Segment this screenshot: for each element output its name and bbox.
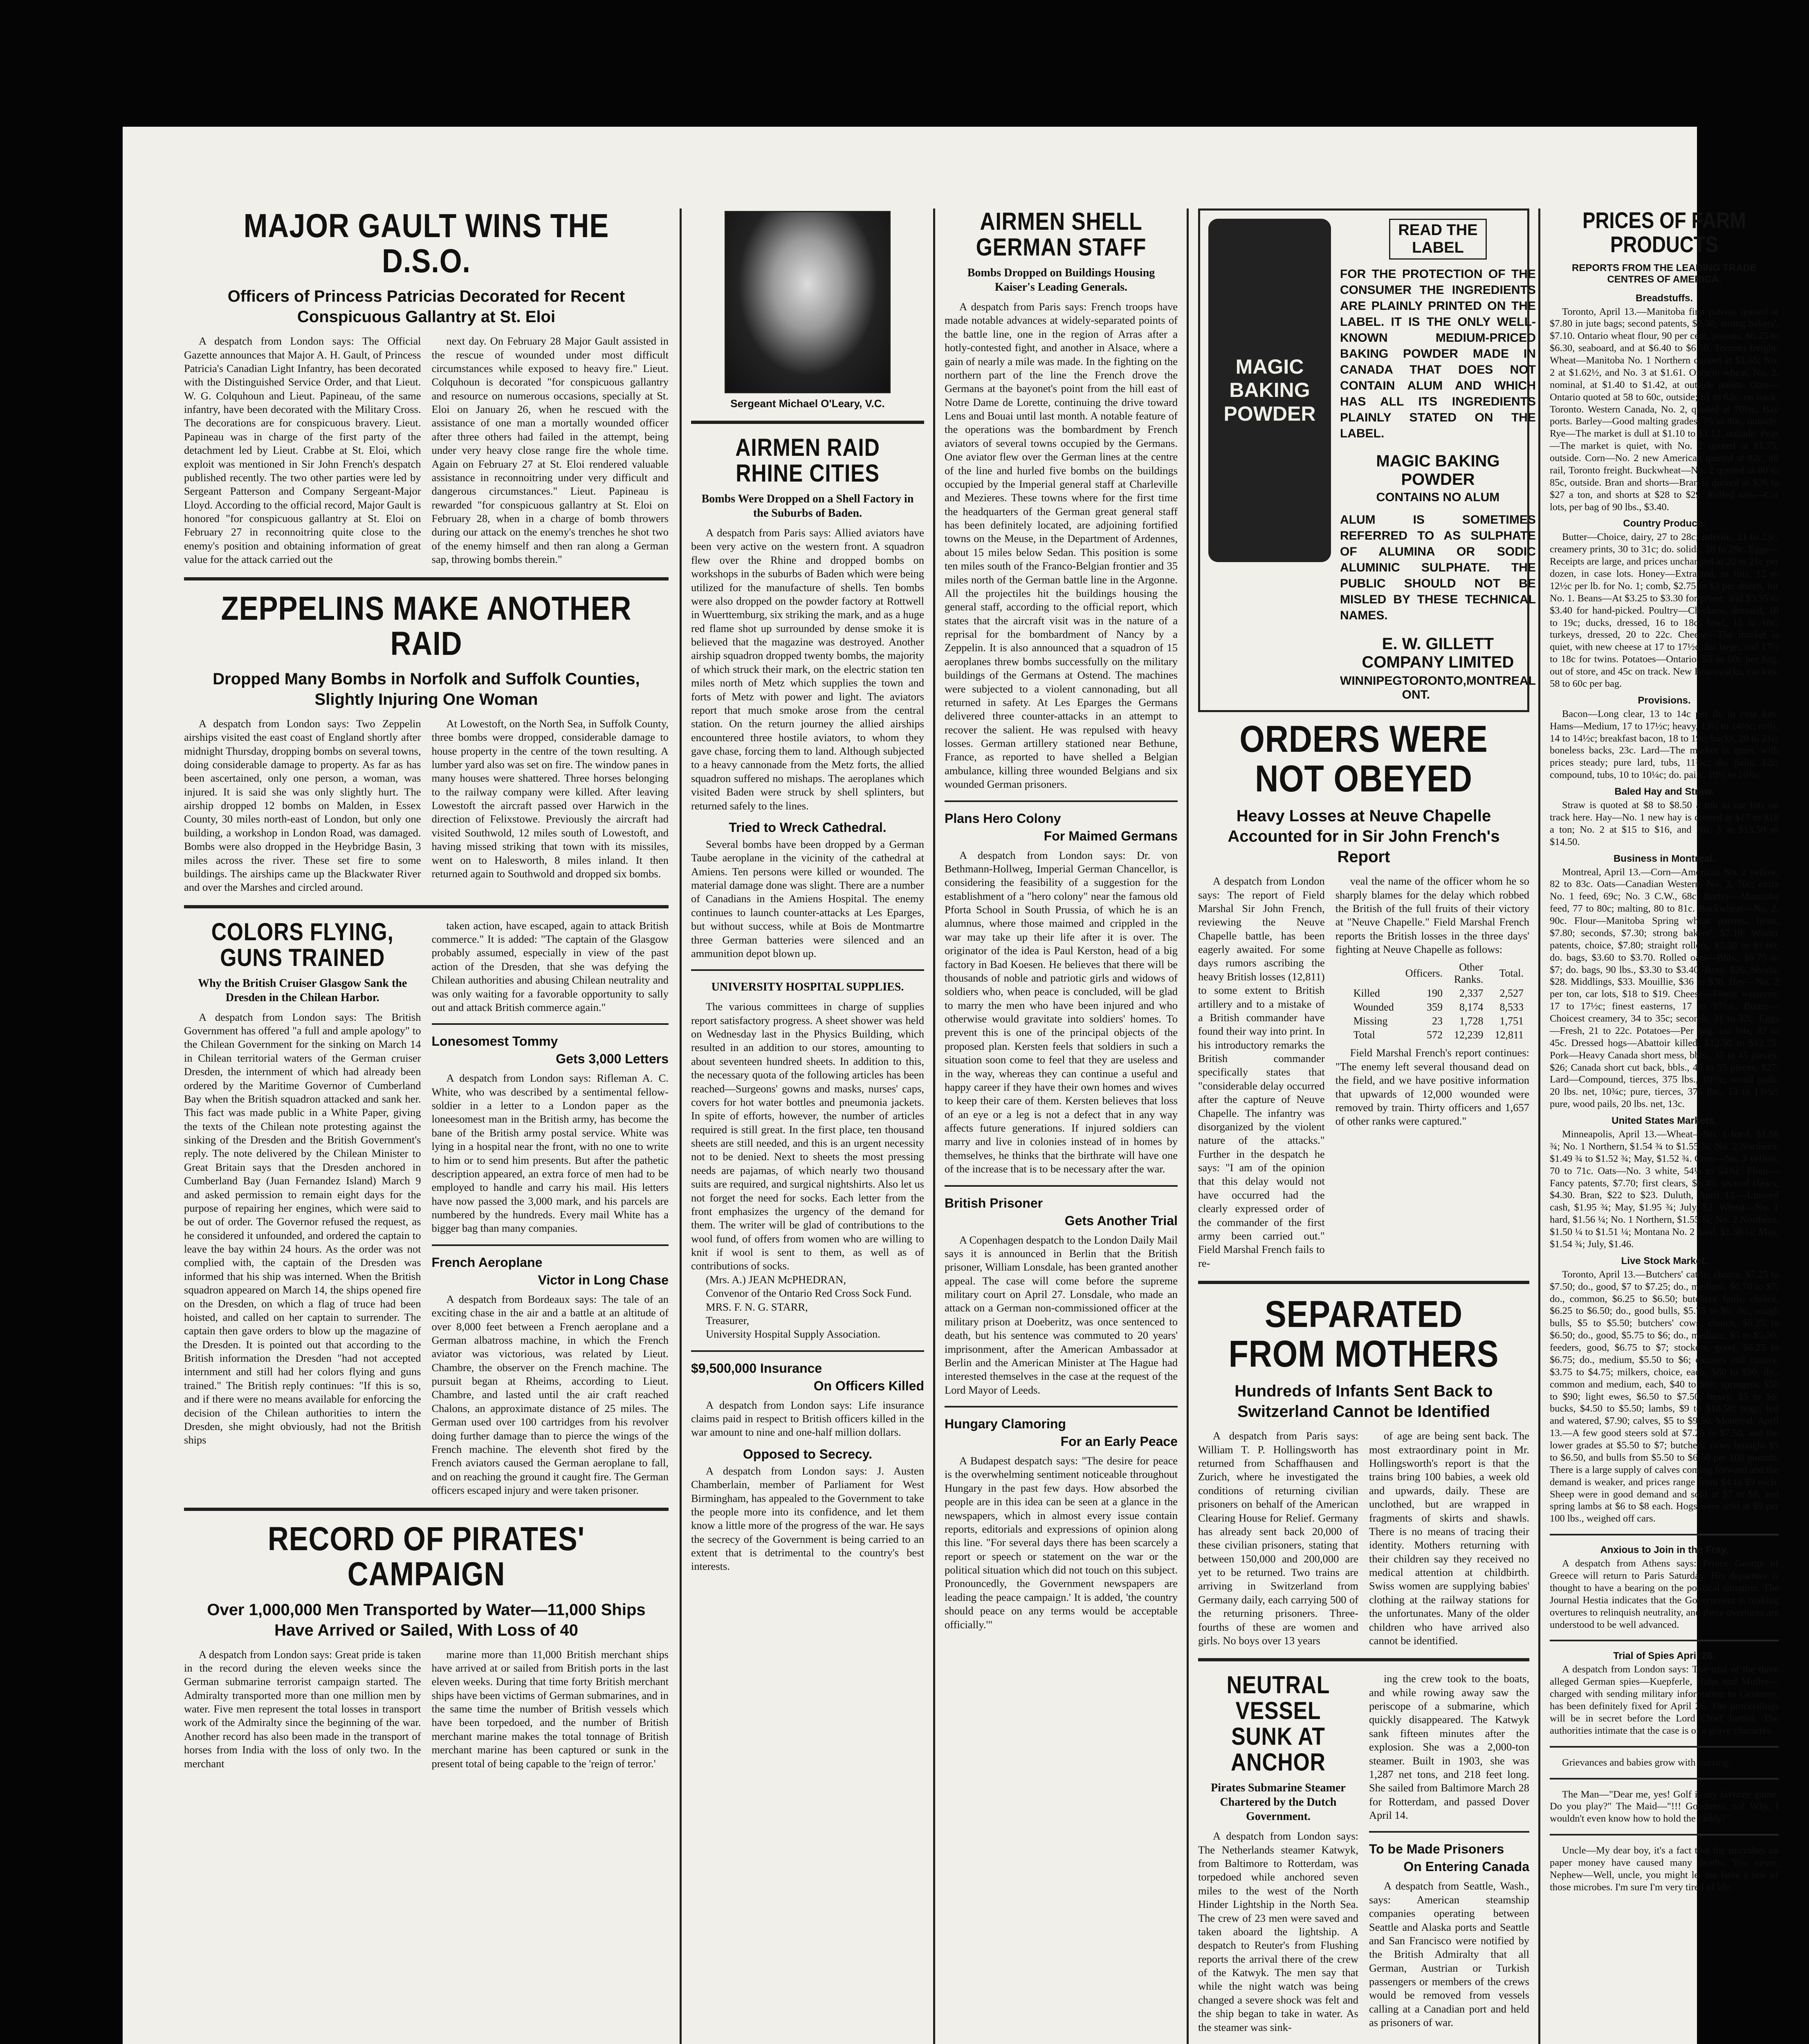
article-neutral-text-a: A despatch from London says: The Netherlands steamer Katwyk, from Baltimore to Rotterdam, was torpedoed while anchored seven miles to the west of the North Hinder Lightship in the North Sea. The crew of 23 men were saved and taken aboard the lightship. A despatch to Reuter's from Flushing reports the arrival there of the crew of the Katwyk. The men say that while the night watch was being changed a severe shock was felt and the ship began to take in water. As the steamer was sink- (1198, 1830, 1358, 2033)
headline-neutral: NEUTRAL VESSEL SUNK AT ANCHOR (1226, 1671, 1330, 1776)
losses-table-cell: 359 (1426, 1001, 1443, 1013)
losses-table-cell: Wounded (1353, 1001, 1394, 1013)
ad-brand: MAGIC BAKING POWDER (1376, 452, 1500, 489)
losses-table-cell: Missing (1353, 1015, 1388, 1027)
article-orders (1198, 874, 1529, 1270)
divider (1369, 1831, 1529, 1833)
losses-table-header-cell: Officers. (1405, 967, 1443, 979)
losses-table-cell: 2,527 (1499, 987, 1524, 1000)
filler-grievances: Grievances and babies grow with nursing. (1562, 1757, 1731, 1768)
newspaper-page (123, 127, 1779, 2044)
divider (945, 1185, 1178, 1187)
dek-rhine: Bombs Were Dropped on a Shell Factory in the Suburbs of Baden. (701, 493, 914, 520)
article-orders-text-c: Field Marshal French's report continues: "The enemy left several thousand dead on the field, and we have positive information that upwards of 12,000 wounded were removed by train. Thirty officers and 1,657 of other ranks were captured." (1335, 1047, 1529, 1127)
signature-5: University Hospital Supply Association. (706, 1328, 880, 1340)
market-breadstuffs: Toronto, April 13.—Manitoba first patents quoted at $7.80 in jute bags; second patents, $7.30; strong bakers', $7.10. Ontario wheat flour, 90 per cent, patents, $6.25 to $6.30, seaboard, and at $6.40 to $6.50, Toronto freight. Wheat—Manitoba No. 1 Northern quoted at $1.65; No. 2 at $1.62½, and No. 3 at $1.61. Ontario wheat, No. 2, nominal, at $1.40 to $1.42, at outside points. Oats—Ontario quoted at 58 to 60c, outside; 61 to 62c, on track, Toronto. Western Canada, No. 2, quoted at 70½c, Bay ports. Barley—Good malting grades, 75 to 80c, outside. Rye—The market is dull at $1.10 to $1.12, outside. Peas—The market is quiet, with No. 2 quoted at $1.75, outside. Corn—No. 2 new American quoted at 82c, all rail, Toronto freight. Buckwheat—No. 2 quoted at 80 to 85c, outside. Bran and shorts—Bran is quoted at $26 to $27 a ton, and shorts at $28 to $29. Rolled oats—Car lots, per bag of 90 lbs., $3.40. (1550, 306, 1779, 513)
losses-table-cell: 12,811 (1495, 1029, 1524, 1041)
article-pirates-text-b: marine more than 11,000 British merchant ships have arrived at or sailed from British ports in the last eleven weeks. During that time forty British merchant ships have been victims of German submarines, and in the same time the number of British vessels which have been torpedoed, and the number of British merchant marine makes the total tonnage of British merchant marine has been captured or sunk in the present total of being capable to the 'reign of terror.' (431, 1648, 669, 1770)
headline-farm-prices: PRICES OF FARM PRODUCTS (1582, 207, 1746, 257)
headline-spies: Trial of Spies April 26. (1613, 1650, 1715, 1662)
signature-1: (Mrs. A.) JEAN McPHEDRAN, (706, 1273, 846, 1286)
market-section-montreal: Business in Montreal. (1613, 853, 1715, 864)
divider (691, 421, 924, 424)
headline-prisoner: British Prisoner (945, 1195, 1043, 1210)
market-montreal: Montreal, April 13.—Corn—American No. 2 yellow, 82 to 83c. Oats—Canadian Western, No. 2, 70c; extra No. 1 feed, 69c; No. 3 C.W., 68c. Barley—Manitoba feed, 77 to 80c; malting, 80 to 81c. Buckwheat—No. 2, 90c. Flour—Manitoba Spring wheat patents, firsts, $7.80; seconds, $7.30; strong bakers', $7.10; Winter patents, choice, $7.80; straight rollers, $7.50 to $7.60; do. bags, $3.60 to $3.70. Rolled oats—Bbls., $6.75 to $7; do. bags, 90 lbs., $3.30 to $3.40. Bran, $26. Shorts, $28. Middlings, $33. Mouillie, $36 to $38. Hay—No. 2 per ton, car lots, $18 to $19. Cheese—Finest westerns, 17 to 17½c; finest easterns, 17 to 17½c. Butter—Choicest creamery, 34 to 35c; seconds, 31 to 32c. Eggs—Fresh, 21 to 22c. Potatoes—Per bag, car lots, 42 to 45c. Dressed hogs—Abattoir killed, $12.50 to $12.75. Pork—Heavy Canada short mess, bbls., 35 to 45 pieces, $26; Canada short cut back, bbls., 45 to 55 pieces, $27. Lard—Compound, tierces, 375 lbs., 10½c; wood pails, 20 lbs. net, 10¾c; pure, tierces, 375 lbs., 13 to 13½c; pure, wood pails, 20 lbs. net, 13c. (1550, 866, 1779, 1110)
dek-pirates: Over 1,000,000 Men Transported by Water—11,000 Ships Have Arrived or Sailed, With Loss of 40 (207, 1600, 646, 1639)
headline-orders: ORDERS WERE NOT OBEYED (1239, 718, 1488, 800)
filler-uncle: Uncle—My dear boy, it's a fact that the microbes on paper money have caused many deaths. You never, Nephew—Well, uncle, you might let me have a few of those microbes. I'm sure I'm very tired of life. (1550, 1845, 1779, 1893)
headline-secrecy: Opposed to Secrecy. (743, 1446, 872, 1461)
divider (184, 577, 669, 580)
divider (1198, 1658, 1529, 1661)
headline-colors: COLORS FLYING, GUNS TRAINED (211, 918, 394, 971)
divider (1550, 1778, 1779, 1780)
market-section-country: Country Produce. (1623, 518, 1706, 529)
losses-table-header-cell: Other Ranks. (1454, 961, 1484, 986)
article-spies: A despatch from London says: The trial of the three alleged German spies—Kuepferle, Hahn and Muller—charged with sending military information to Germany, has been definitely fixed for April 26. The proceedings will be in secret before the Lord Chief Justice. The authorities intimate that the case is of a grave character. (1550, 1664, 1779, 1736)
ad-city-2: TORONTO, ONT. (1402, 674, 1466, 702)
losses-table-cell: 23 (1432, 1015, 1443, 1027)
signature-4: Treasurer, (706, 1314, 750, 1327)
headline-lonesome: Lonesomest Tommy (431, 1034, 558, 1049)
headline-zeppelins: ZEPPELINS MAKE ANOTHER RAID (221, 589, 632, 662)
headline-prisoners: To be Made Prisoners (1369, 1842, 1504, 1857)
market-section-us: United States Markets. (1611, 1115, 1717, 1127)
column-rule (680, 208, 682, 2044)
divider (1198, 1281, 1529, 1284)
dek-gault: Officers of Princess Patricias Decorated for Recent Conspicuous Gallantry at St. Eloi (227, 287, 625, 326)
divider (945, 1406, 1178, 1407)
article-prisoner-text: A Copenhagen despatch to the London Daily Mail says it is announced in Berlin that the British prisoner, William Lonsdale, has been granted another appeal. The case will come before the supreme military court on April 27. Lonsdale, who made an attack on a German non-commissioned officer at the military prison at Doeberitz, was once sentenced to death, but his sentence was commuted to 20 years' imprisonment, after the American Ambassador at Berlin and the American Minister at The Hague had interested themselves in the case at the request of the Lord Mayor of Leeds. (945, 1233, 1178, 1396)
article-insurance-text: A despatch from London says: Life insurance claims paid in respect to British officers killed in the war amount to nine and one-half million dollars. (691, 1399, 924, 1439)
subhead-prisoners: On Entering Canada (1403, 1859, 1529, 1874)
losses-table-row (1348, 1028, 1529, 1042)
colors-section (184, 919, 669, 1497)
article-university-text: The various committees in charge of supplies report satisfactory progress. A sheet shower was held on Wednesday last in the Physics Building, which resulted in an addition to our stores, amounting to about seventeen hundred sheets. In addition to this, the necessary quota of the following articles has been reached—Surgeons' gowns and masks, nurses' caps, covers for hot water bottles and pneumonia jackets. In spite of efforts, however, the number of articles required is still great. In the first place, ten thousand sheets are still needed, and this is an urgent necessity not to be denied. Next to sheets the most pressing needs are pajamas, of which nearly two thousand suits are required, and surgical nightshirts. Also let us not forget the need for socks. Each letter from the front emphasizes the urgency of the demand for them. The writer will be glad of contributions to the wool fund, of offers from women who are willing to knit if wool is sent to them, as well as of contributions of socks. (691, 1000, 924, 1272)
losses-table-row (1348, 986, 1529, 1000)
article-pirates (184, 1648, 669, 1771)
article-anxious: A despatch from Athens says: Prince George of Greece will return to Paris Saturday. His departure is thought to have a bearing on the political situation. The Journal Hestia indicates that the Government is making overtures to relinquish neutrality, and these overtures are understood to be well advanced. (1550, 1558, 1779, 1630)
losses-table-header (1348, 960, 1529, 986)
losses-table-cell: 2,337 (1459, 987, 1484, 1000)
column-6 (1550, 208, 1779, 2044)
column-1 (184, 208, 669, 2044)
article-aeroplane-text: A despatch from Bordeaux says: The tale of an exciting chase in the air and a battle at an altitude of over 8,000 feet between a French aeroplane and a German albatross machine, in which the French aviator was victorious, was related by Lieut. Chambre, the observer on the French machine. The pursuit began at Rheims, according to Lieut. Chambre, and lasted until the air craft reached Chalons, an approximate distance of 25 miles. The German used over 100 cartridges from his revolver doing further damage than to pierce the wings of the French machine. The eleventh shot fired by the French aviators caused the German aeroplane to fall, and on reaching the ground it caught fire. The German officers escaped injury and were taken prisoner. (431, 1293, 669, 1496)
article-gault-text-b: next day. On February 28 Major Gault assisted in the rescue of wounded under most difficult circumstances while exposed to heavy fire." Lieut. Colquhoun is decorated "for conspicuous gallantry and resource on numerous occasions, specially at St. Eloi on January 26, when he rescued with the assistance of one man a mortally wounded officer after three others had failed in the attempt, being under very heavy close range fire the whole time. Again on February 27 at St. Eloi rendered valuable assistance in reconnoitring under very difficult and dangerous circumstances." Lieut. Papineau is rewarded "for conspicuous gallantry at St. Eloi on February 28, when in a charge of bomb throwers during our attack on the enemy's trenches he shot two of the enemy himself and then ran along a German sap, throwing bombs therein." (431, 335, 669, 566)
market-livestock: Toronto, April 13.—Butchers' cattle, choice, $7.25 to $7.50; do., good, $7 to $7.25; do., medium, $6.70 to $7; do., common, $6.25 to $6.50; butchers' bulls, choice, $6.25 to $6.50; do., good bulls, $5.75 to $6; do., rough bulls, $5 to $5.50; butchers' cows, choice, $6.25 to $6.50; do., good, $5.75 to $6; do., medium, $5 to $5.50; feeders, good, $6.75 to $7; stockers, good, $6.25 to $6.75; do., medium, $5.50 to $6; canners and cutters, $3.75 to $4.75; milkers, choice, each, $60 to $90; do., common and medium, each, $40 to $60; springers, $50 to $90; light ewes, $6.50 to $7.50; heavy, $5 to $6; bucks, $4.50 to $5.50; lambs, $9 to $10.50; hogs, fed and watered, $7.90; calves, $5 to $9.50. Montreal, April 13.—A few good steers sold at $7.25 to $7.50, and the lower grades at $5.50 to $7; butchers' cows brought $5 to $6.50, and bulls from $5.50 to $6.50 per 100 pounds. There is a large supply of calves coming forward and the demand is weaker, and prices range from $4 to $9 each. Sheep were in good demand and sold at $7 to $8, and spring lambs at $6 to $8 each. Hogs were sold at $9 per 100 lbs., weighed off cars. (1550, 1269, 1779, 1524)
headline-aeroplane: French Aeroplane (431, 1255, 543, 1270)
divider (1550, 1746, 1779, 1748)
losses-table-header-cell: Total. (1499, 967, 1524, 979)
subhead-hungary: For an Early Peace (1060, 1434, 1178, 1449)
article-secrecy-text: A despatch from London says: J. Austen Chamberlain, member of Parliament for West Birmingham, has appealed to the Government to take the people more into its confidence, and let them know a little more of the progress of the war. He says the secrecy of the Government is being carried to an extent that is detrimental to the country's best interests. (691, 1464, 924, 1573)
divider (432, 1023, 669, 1025)
article-shell-text: A despatch from Paris says: French troops have made notable advances at widely-separated points of the battle line, one in the region of Arras after a hotly-contested fight, and another in Alsace, where a gain of nearly a mile was made. In the fighting on the northern part of the line the French drove the Germans at the bayonet's point from the hill east of Notre Dame de Lorette, continuing the drive toward Lens and Bouai until last month. A notable feature of the operations was the bombardment by French aviators of several towns occupied by the Germans. One aviator flew over the German lines at the centre of the line and hurled five bombs on the buildings occupied by the Imperial general staff at Charleville and Mezieres. These towns where for the first time the headquarters of the German great general staff has been definitely located, are adjoining fortified towns on the Meuse, in the Department of Ardennes, about 15 miles below Sedan. This position is some ten miles south of the Franco-Belgian frontier and 35 miles north of the German battle line in the Argonne. All the projectiles hit the buildings housing the general staff, according to the official report, which states that the aircraft visit was in the nature of a reprisal for the bombardment of Nancy by a Zeppelin. It is also announced that a squadron of 15 aeroplanes threw bombs successfully on the military buildings of the Germans at Ostend. The machines were subjected to a violent cannonading, but all returned in safety. At Les Eparges the Germans delivered three counter-attacks in an attempt to recover the salient. He was repulsed with heavy losses. German artillery stationed near Bethune, France, as reported to have shelled a Belgian ambulance, killing three wounded Belgians and six wounded German prisoners. (945, 300, 1178, 791)
article-neutral-text-b: ing the crew took to the boats, and while rowing away saw the periscope of a submarine, which quickly disappeared. The Katwyk sank fifteen minutes after the explosion. She was a 2,000-ton steamer. Built in 1903, she was 1,287 net tons, and 218 feet long. She sailed from Baltimore March 28 for Rotterdam, and passed Dover April 14. (1369, 1672, 1529, 1821)
losses-table-cell: 12,239 (1454, 1029, 1484, 1041)
headline-insurance: $9,500,000 Insurance (691, 1360, 822, 1376)
article-orders-text-b: veal the name of the officer whom he so sharply blames for the delay which robbed the British of the full fruits of their victory at "Neuve Chapelle." Field Marshal French reports the British losses in the three days' fighting at Neuve Chapelle as follows: (1335, 875, 1529, 956)
article-rhine-text: A despatch from Paris says: Allied aviators have been very active on the western front. A squadron flew over the Rhine and dropped bombs on workshops in the suburbs of Baden which were being utilized for the manufacture of shells. Ten bombs were also dropped on the powder factory at Rottwell in Wuerttemburg, six striking the mark, and as a huge red flame shot up surrounded by dense smoke it is believed that the magazine was destroyed. Another airship squadron dropped twenty bombs, the majority of which struck their mark, on the electric station ten miles north of Metz which supplies the town and forts of Metz with power and light. The aviators report that much smoke arose from the central station. On the return journey the allied airships encountered three hostile aviators, to whom they gave chase, forcing them to land. Although subjected to a heavy cannonade from the Metz forts, the allied squadron suffered no mishaps. The aeroplanes which visited Baden were struck by shell splinters, but returned safely to the lines. (691, 527, 924, 812)
column-rule (1538, 208, 1540, 2044)
article-hungary-text: A Budapest despatch says: "The desire for peace is the overwhelming sentiment noticeable throughout Hungary in the past few days. How absorbed the people are in this idea can be seen at a glance in the newspapers, which in almost every issue contain reports, editorials and expressions of opinion along this line. "For several days there has been scarcely a report or speech or statement on the war or the political situation which did not touch on this subject. Pronouncedly, the Government newspapers are leading the peace campaign.' It is added, 'the country should peace on any terms would be acceptable officially.'" (945, 1455, 1178, 1631)
ad-brand-tagline: CONTAINS NO ALUM (1376, 491, 1500, 504)
photo-caption: Sergeant Michael O'Leary, V.C. (730, 397, 885, 410)
article-pirates-text-a: A despatch from London says: Great pride is taken in the record during the eleven weeks since the German submarine terrorist campaign started. The Admiralty transported more than one million men by water. Five men represent the total losses in transport work of the Admiralty since the beginning of the war. Another record has also been made in the transport of horses from India with the loss of only two. In the merchant (184, 1648, 421, 1770)
ad-text-2: ALUM IS SOMETIMES REFERRED TO AS SULPHATE OF ALUMINA OR SODIC ALUMINIC SULPHATE. THE PUBLIC SHOULD NOT BE MISLED BY THESE TECHNICAL NAMES. (1340, 513, 1536, 622)
ad-title: READ THE LABEL (1389, 219, 1487, 260)
article-zeppelins-text-a: A despatch from London says: Two Zeppelin airships visited the east coast of England shortly after midnight Thursday, dropping bombs on several towns, doing considerable damage to property. As far as has been ascertained, only one person, a woman, was injured. It is said she was only slightly hurt. The airship dropped 12 bombs on Malden, in Essex County, 30 miles north-east of London, but only one building, a workshop in London Road, was damaged. Bombs were also dropped in the Heybridge Basin, 3 miles across the river. These set fire to some buildings. The airships came up the Blackwater River and over the Marshes and circled around. (184, 717, 421, 894)
headline-pirates: RECORD OF PIRATES' CAMPAIGN (267, 1520, 585, 1593)
dek-neutral: Pirates Submarine Steamer Chartered by the Dutch Government. (1211, 1782, 1346, 1823)
headline-colony: Plans Hero Colony (945, 811, 1061, 826)
market-provisions: Bacon—Long clear, 13 to 14c per lb. in case lots. Hams—Medium, 17 to 17½c; heavy, 13½ to 14½c; rolls, 14 to 14½c; breakfast bacon, 18 to 19c; backs, 20 to 21c; boneless backs, 23c. Lard—The market is quiet, with prices steady; pure lard, tubs, 11¾c; do. pails, 12c; compound, tubs, 10 to 10¼c; do. pails, 10½ to 10¾c. (1550, 708, 1779, 781)
dek-colors: Why the British Cruiser Glasgow Sank the Dresden in the Chilean Harbor. (198, 977, 407, 1004)
headline-cathedral: Tried to Wreck Cathedral. (729, 820, 887, 835)
divider (184, 905, 669, 908)
divider (945, 800, 1178, 802)
advertisement-magic-baking-powder (1198, 208, 1536, 712)
neutral-section (1198, 1672, 1529, 2034)
signature-3: MRS. F. N. G. STARR, (706, 1300, 808, 1313)
losses-table-cell: 190 (1426, 987, 1443, 1000)
dek-farm-prices: REPORTS FROM THE LEADING TRADE CENTRES OF AMERICA. (1571, 262, 1757, 285)
market-section-hay: Baled Hay and Straw. (1614, 786, 1714, 798)
article-separated-text-a: A despatch from Paris says: William T. P. Hollingsworth has returned from Schaffhausen and Zurich, where he investigated the conditions of returning civilian prisoners on behalf of the American Clearing House for Relief. Germany has already sent back 20,000 of these civilian prisoners, stating that between 150,000 and 200,000 are yet to be returned. Two trains are arriving in Switzerland from Germany daily, each carrying 500 of the returning prisoners. Three-fourths of these are women and girls. No boys over 13 years (1198, 1430, 1358, 1647)
divider (1550, 1534, 1779, 1535)
column-2 (691, 208, 924, 2044)
subhead-aeroplane: Victor in Long Chase (538, 1272, 669, 1287)
market-hay: Straw is quoted at $8 to $8.50 a ton in car lots on track here. Hay—No. 1 new hay is quoted at $17 to $18 a ton; No. 2 at $15 to $16, and No. 3 at $13.50 to $14.50. (1550, 800, 1779, 847)
market-section-livestock: Live Stock Market. (1621, 1255, 1708, 1266)
article-colony-text: A despatch from London says: Dr. von Bethmann-Hollweg, Imperial German Chancellor, is considering the feasibility of a suggestion for the establishment of a "hero colony" near the famous old Pforta School in South Prussia, of which he is an alumnus, where those maimed and crippled in the war may take up their life after it is over. The originator of the idea is Paul Kerston, head of a big factory in Bad Koesen. He believes that there will be thousands of noble and patriotic girls and widows of soldiers who, when peace is concluded, will be glad to marry the men who have been injured and who otherwise would gravitate into soldiers' homes. To prevent this is one of the principal objects of the proposed plan. Kersten feels that soldiers in such a situation soon come to feel that they are useless and in the way, whereas they can continue a useful and happy career if they have their own homes and wives to keep their care of them. Kersten believes that loss of an eye or a leg is not a defect that in any way affects future generations. If injured soldiers can marry and live in colonies instead of in homes by themselves, he thinks that the birthrate will have one of the increase that is to be necessary after the war. (945, 849, 1178, 1175)
column-3 (945, 208, 1178, 2044)
article-orders-text-a: A despatch from London says: The report of Field Marshal Sir John French, reviewing the Neuve Chapelle battle, has been eagerly awaited. For some days rumors ascribing the heavy British losses (12,811) to some extent to British artillery and to a mistake of a British commander have found their way into print. In his introductory remarks the British commander specifically states that "considerable delay occurred after the capture of Neuve Chapelle. The infantry was disorganized by the violent nature of the attacks." Further in the despatch he says: "I am of the opinion that this delay would not have occurred had the clearly expressed order of the commander of the first army been carried out." Field Marshal French fails to re- (1198, 875, 1325, 1269)
divider (1550, 1640, 1779, 1641)
article-cathedral-text: Several bombs have been dropped by a German Taube aeroplane in the vicinity of the cathedral at Amiens. Ten persons were killed or wounded. The material damage done was slight. There are a number of Canadians in the Amiens Hospital. The enemy continues to launch counter-attacks at Les Eparges, but without success, while at Bois de Montmartre three German batteries were silenced and an ammunition depot blown up. (691, 838, 924, 959)
losses-table-cell: 8,533 (1499, 1001, 1524, 1013)
subhead-insurance: On Officers Killed (813, 1378, 924, 1393)
divider (691, 969, 924, 971)
ad-company: E. W. GILLETT COMPANY LIMITED (1362, 635, 1514, 671)
headline-shell: AIRMEN SHELL GERMAN STAFF (976, 208, 1147, 261)
losses-table-cell: 1,751 (1499, 1015, 1524, 1027)
losses-table-cell: 1,728 (1459, 1015, 1484, 1027)
headline-separated: SEPARATED FROM MOTHERS (1228, 1293, 1499, 1375)
column-rule (933, 208, 935, 2044)
article-colors-text-a: A despatch from London says: The British Government has offered "a full and ample apology" to the Chilean Government for the sinking on March 14 in Chilean territorial waters of the German cruiser Dresden, the internment of which had already been ordered by the Maritime Governor of Cumberland Bay when the British squadron attacked and sank her. This fact was made public in a White Paper, giving the texts of the Chilean note protesting against the sinking of the Dresden and the British Government's reply. The note delivered by the Chilean Minister to Great Britain says that the Dresden anchored in Cumberland Bay (Juan Fernandez Island) March 9 and asked permission to remain eight days for the purpose of repairing her engines, which were said to be out of order. The Governor refused the request, as he considered it unfounded, and ordered the captain to leave the bay within 24 hours. As the order was not complied with, the captain of the Dresden was informed that his ship was interned. When the British squadron appeared on March 14, the ships opened fire on the Dresden, on which a flag of truce had been hoisted, and called on her captain to surrender. The captain then gave orders to blow up the magazine of the Dresden. It is pointed out that according to the British information the Dresden "had not accepted internment and still had her colors flying and guns trained." The British reply continues: "If this is so, and if there were no means available for enforcing the decision of the Chilean authorities to intern the Dresden, she might obviously, had not the British ships (184, 1011, 421, 1446)
article-separated (1198, 1429, 1529, 1647)
headline-hungary: Hungary Clamoring (945, 1416, 1066, 1431)
column-4-5 (1198, 208, 1536, 2044)
dek-orders: Heavy Losses at Neuve Chapelle Accounted for in Sir John French's Report (1228, 807, 1500, 866)
losses-table-cell: 8,174 (1459, 1001, 1484, 1013)
headline-gault: MAJOR GAULT WINS THE D.S.O. (243, 207, 609, 280)
subhead-prisoner: Gets Another Trial (1064, 1213, 1178, 1228)
article-zeppelins-text-b: At Lowestoft, on the North Sea, in Suffolk County, three bombs were dropped, considerable damage to house property in the centre of the town resulting. A lumber yard also was set on fire. The window panes in many houses were shattered. Three horses belonging to the railway company were killed. After leaving Lowestoft the aircraft passed over Harwich in the direction of Felixstowe. Previously the aircraft had visited Southwold, 12 miles south of Lowestoft, and having missed striking that town with its missiles, went on to Halesworth, 8 miles inland. It then returned again to Southwold and dropped six bombs. (431, 717, 669, 880)
losses-table-cell: Total (1353, 1029, 1375, 1041)
ad-city-1: WINNIPEG (1340, 674, 1402, 688)
article-zeppelins (184, 717, 669, 894)
article-gault-text-a: A despatch from London says: The Official Gazette announces that Major A. H. Gault, of Princess Patricia's Canadian Light Infantry, has been decorated with the Distinguished Service Order, and that Lieut. W. G. Colquhoun and Lieut. Papineau, of the same infantry, have been decorated with the Military Cross. The decorations are for conspicuous bravery. Lieut. Papineau was in charge of the first party of the detachment led by Lieut. Crabbe at St. Eloi, which exploit was mentioned in Sir John French's despatch published recently. The two other parties were led by Sergeant Patterson and Company Sergeant-Major Lloyd. According to the official record, Major Gault is honored "for conspicuous gallantry at St. Eloi on February 27 in reconnoitring quite close to the enemy's position and obtaining information of great value for the attack carried out the (184, 335, 421, 566)
divider (1550, 1834, 1779, 1836)
market-country: Butter—Choice, dairy, 27 to 28c; inferior, 21 to 23c; creamery prints, 30 to 31c; do. solids, 28 to 29c. Eggs—Receipts are large, and prices unchanged at 20 to 21c per dozen, in case lots. Honey—Extracted, in tins, 12 to 12½c per lb. for No. 1; comb, $2.75 to $3 per dozen, for No. 1. Beans—At $3.25 to $3.30 for prime, and $3.35 to $3.40 for hand-picked. Poultry—Chickens, dressed, 18 to 19c; ducks, dressed, 16 to 18c; fowl, 15 to 18c; turkeys, dressed, 20 to 22c. Cheese—The market is quiet, with new cheese at 17 to 17½c, for large, and 17½ to 18c for twins. Potatoes—Ontario, 55 to 60c per bag, out of store, and 45c on track. New Brunswicks, car lots, 58 to 60c per bag. (1550, 531, 1779, 689)
dek-shell: Bombs Dropped on Buildings Housing Kaiser's Leading Generals. (967, 267, 1155, 294)
subhead-lonesome: Gets 3,000 Letters (556, 1051, 669, 1067)
headline-university: UNIVERSITY HOSPITAL SUPPLIES. (711, 981, 904, 994)
filler-golf: The Man—"Dear me, yes! Golf is my favorite game. Do you play?" The Maid—"!!! Goodness, no! Why, I wouldn't even know how to hold the caddy!" (1550, 1788, 1779, 1824)
ad-city-3: MONTREAL (1466, 674, 1536, 688)
dek-separated: Hundreds of Infants Sent Back to Switzerland Cannot be Identified (1234, 1382, 1493, 1421)
signature-2: Convenor of the Ontario Red Cross Sock Fund. (706, 1287, 912, 1300)
subhead-colony: For Maimed Germans (1044, 828, 1178, 843)
can-label: MAGIC BAKING POWDER (1223, 355, 1316, 425)
headline-anxious: Anxious to Join in the Fray. (1600, 1544, 1728, 1556)
dek-zeppelins: Dropped Many Bombs in Norfolk and Suffolk Counties, Slightly Injuring One Woman (213, 670, 640, 708)
article-colors-text-b: taken action, have escaped, again to attack British commerce." It is added: "The captain of the Glasgow probably assumed, especially in view of the past action of the Dresden, that she was defying the Chilean authorities and abusing Chilean neutrality and was only waiting for a favorable opportunity to sally out and attack British commerce again." (431, 919, 669, 1013)
losses-table (1348, 960, 1529, 1042)
article-gault (184, 334, 669, 566)
divider (432, 1244, 669, 1246)
market-section-provisions: Provisions. (1638, 695, 1691, 706)
column-rule (1187, 208, 1189, 2044)
market-us: Minneapolis, April 13.—Wheat—No. 1 hard, $1.56 ¾; No. 1 Northern, $1.54 ¾ to $1.55 ¾; No. 2 Northern, $1.49 ¾ to $1.52 ¾; May, $1.52 ¾. Corn—No. 3 yellow, 70 to 71c. Oats—No. 3 white, 54¼ to 54¾c. Flour—Fancy patents, $7.70; first clears, $6.40; second clears, $4.30. Bran, $22 to $23. Duluth, April 13.—Linseed cash, $1.95 ¾; May, $1.95 ¾; July, $2. Wheat—No. 1 hard, $1.56 ¼; No. 1 Northern, $1.55 ¼; No. 2 Northern, $1.50 ¼ to $1.51 ¼; Montana No. 2 hard, $1.56 ¼; May, $1.54 ¾; July, $1.46. (1550, 1129, 1779, 1250)
divider (184, 1508, 669, 1511)
article-prisoners-text: A despatch from Seattle, Wash., says: American steamship companies operating between Seattle and Alaska ports and Seattle and San Francisco were notified by the British Admiralty that all German, Austrian or Turkish passengers or members of the crews would be removed from vessels calling at a Canadian port and held as prisoners of war. (1369, 1880, 1529, 2029)
article-lonesome-text: A despatch from London says: Rifleman A. C. White, who was described by a sentimental fellow-soldier in a letter to a London paper as the loneesomest man in the British army, has become the bane of the British army postal service. White was lying in a hospital near the front, with no one to write to him or to send him presents. But after the pathetic description appeared, an extra force of men had to be employed to handle and carry his mail. His letters have now passed the 3,000 mark, and his parcels are numbered by the hundreds. Every mail White has a bigger bag than many companies. (431, 1072, 669, 1235)
ad-text: FOR THE PROTECTION OF THE CONSUMER THE INGREDIENTS ARE PLAINLY PRINTED ON THE LABEL. IT IS THE ONLY WELL-KNOWN MEDIUM-PRICED BAKING POWDER MADE IN CANADA THAT DOES NOT CONTAIN ALUM AND WHICH HAS ALL ITS INGREDIENTS PLAINLY STATED ON THE LABEL. (1340, 267, 1536, 440)
losses-table-row (1348, 1000, 1529, 1014)
baking-powder-can-image (1208, 219, 1331, 562)
losses-table-cell: Killed (1353, 987, 1380, 1000)
divider (691, 1350, 924, 1352)
portrait-photo (725, 211, 891, 393)
ad-cities (1340, 674, 1536, 702)
losses-table-row (1348, 1014, 1529, 1028)
headline-rhine: AIRMEN RAID RHINE CITIES (735, 434, 880, 487)
losses-table-header-cell (1348, 960, 1400, 986)
article-separated-text-b: of age are being sent back. The most extraordinary point in Mr. Hollingsworth's report is that the trains bring 100 babies, a week old and upwards, daily. These are unclothed, but are wrapped in fragments of skirts and shawls. There is no means of tracing their identity. Mothers returning with their children say they received no medical attention at childbirth. Swiss women are supplying babies' clothing at the railway stations for the unfortunates. Many of the older children who have arrived also cannot be identified. (1369, 1430, 1529, 1647)
market-section-breadstuffs: Breadstuffs. (1635, 292, 1693, 304)
losses-table-cell: 572 (1426, 1029, 1443, 1041)
